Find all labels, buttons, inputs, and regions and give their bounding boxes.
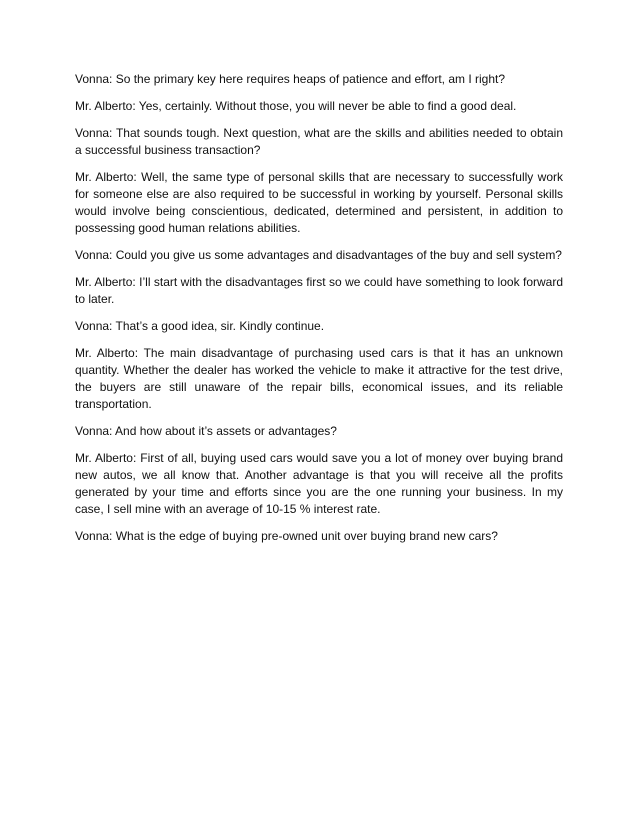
- paragraph: Vonna: So the primary key here requires heaps of patience and effort, am I right?: [75, 72, 506, 86]
- paragraph: Mr. Alberto: I’ll start with the disadvantages first so we could have something to look forward to later.: [75, 275, 563, 306]
- paragraph: Vonna: That’s a good idea, sir. Kindly continue.: [75, 319, 325, 333]
- paragraph: Mr. Alberto: Yes, certainly. Without those, you will never be able to find a good deal.: [75, 99, 517, 113]
- paragraph: Mr. Alberto: First of all, buying used cars would save you a lot of money over buying brand new autos, we all know that. Another advantage is that you will receive all the profits generated by your time and efforts since you are the one running your business. In my case, I sell mine with an average of 10-15 % interest rate.: [75, 451, 563, 516]
- document-body: [75, 71, 563, 555]
- paragraph: Mr. Alberto: Well, the same type of personal skills that are necessary to successfully work for someone else are also required to be successful in working by yourself. Personal skills would involve being conscientious, dedicated, determined and persistent, in addition to possessing good human relations abilities.: [75, 170, 563, 235]
- paragraph: Vonna: Could you give us some advantages and disadvantages of the buy and sell system?: [75, 248, 562, 262]
- paragraph: Vonna: And how about it’s assets or advantages?: [75, 424, 337, 438]
- paragraph: Vonna: What is the edge of buying pre-owned unit over buying brand new cars?: [75, 529, 498, 543]
- paragraph: Mr. Alberto: The main disadvantage of purchasing used cars is that it has an unknown quantity. Whether the dealer has worked the vehicle to make it attractive for the test drive, the buyers are still unaware of the repair bills, economical issues, and its reliable transportation.: [75, 346, 563, 411]
- paragraph: Vonna: That sounds tough. Next question, what are the skills and abilities needed to obtain a successful business transaction?: [75, 126, 563, 157]
